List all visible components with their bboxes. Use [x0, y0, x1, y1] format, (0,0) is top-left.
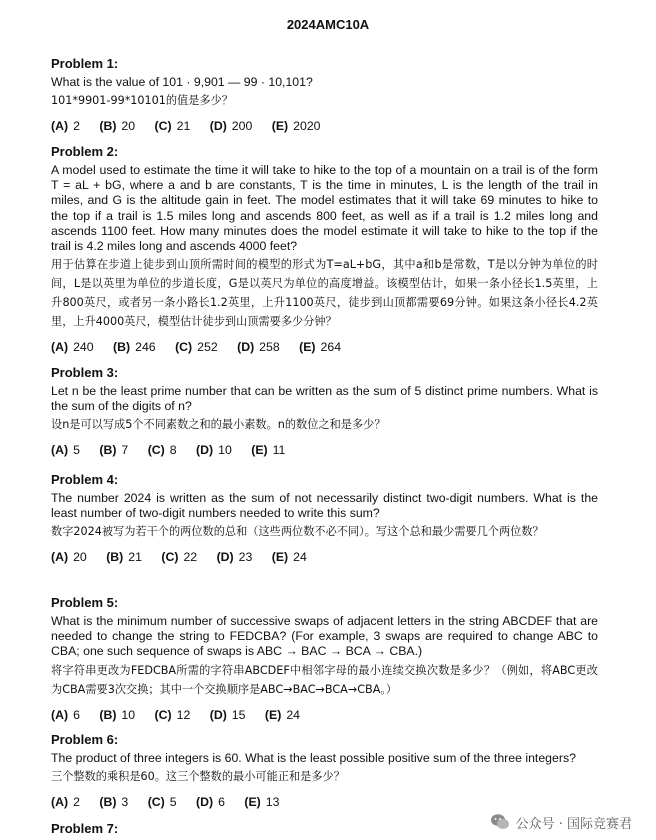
answer-choices	[51, 339, 598, 355]
choice-d: (D) 15	[209, 707, 246, 722]
choice-b: (B) 246	[113, 340, 156, 355]
choice-b: (B) 20	[99, 119, 136, 134]
problem-english-text: A model used to estimate the time it will take to hike to the top of a mountain on a trail is of the form T = aL + bG, where a and b are constants, T is the time in minutes, L is the length of the trail in miles, and G is the altitude gain in feet. The model estimates that it will take 69 minutes to hike to the top if a trail is 1.5 miles long and ascends 800 feet, as well as if a trail is 1.2 miles long and ascends 1100 feet. How many minutes does the model estimate it will take to hike to the top if the trail is 4.2 miles long and ascends 4000 feet?	[51, 163, 598, 254]
choice-e: (E) 264	[299, 340, 342, 355]
watermark	[490, 812, 632, 832]
problem-chinese-text: 设n是可以写成5个不同素数之和的最小素数。n的数位之和是多少？	[51, 418, 386, 432]
choice-e: (E) 24	[264, 707, 300, 722]
problem-1	[51, 55, 598, 134]
choice-c: (C) 8	[147, 443, 177, 458]
problem-chinese-text: 三个整数的乘积是60。这三个整数的最小可能正和是多少？	[51, 770, 345, 784]
choice-e: (E) 11	[251, 443, 286, 458]
choice-a: (A) 6	[51, 707, 80, 722]
problem-english-text: The number 2024 is written as the sum of not necessarily distinct two-digit numbers. What is the least number of two-digit numbers needed to write this sum?	[51, 491, 598, 521]
problem-english-text: The product of three integers is 60. What is the least possible positive sum of the three integers?	[51, 751, 576, 765]
problem-chinese-text: 101*9901-99*10101的值是多少？	[51, 94, 233, 108]
choice-c: (C) 22	[161, 550, 198, 565]
choice-e: (E) 24	[271, 550, 307, 565]
answer-choices	[51, 118, 598, 134]
choice-a: (A) 20	[51, 550, 87, 565]
choice-d: (D) 6	[196, 795, 225, 810]
problem-4	[51, 471, 598, 565]
choice-a: (A) 240	[51, 340, 94, 355]
problem-english-text: What is the value of 101 · 9,901 — 99 · 10,101?	[51, 75, 313, 89]
problem-chinese-text: 将字符串更改为FEDCBA所需的字符串ABCDEF中相邻字母的最小连续交换次数是多少？（例如，将ABC更改为CBA需要3次交换；其中一个交换顺序是ABC→BAC→BCA→CBA。）	[51, 663, 598, 696]
problem-heading: Problem 2:	[51, 144, 119, 159]
problem-2	[51, 143, 598, 355]
choice-b: (B) 21	[106, 550, 142, 565]
answer-choices	[51, 794, 598, 810]
choice-d: (D) 23	[216, 550, 253, 565]
choice-b: (B) 10	[99, 707, 136, 722]
watermark-text: 公众号 · 国际竞赛君	[515, 816, 632, 832]
choice-e: (E) 13	[244, 795, 280, 810]
problem-3	[51, 364, 598, 458]
wechat-icon	[490, 812, 510, 832]
problem-english-text: What is the minimum number of successive swaps of adjacent letters in the string ABCDEF that are needed to change the string to FEDCBA? (For example, 3 swaps are required to change ABC to CBA; one such sequence of swaps is ABC → BAC → BCA → CBA.)	[51, 614, 598, 659]
choice-a: (A) 2	[51, 119, 80, 134]
answer-choices	[51, 707, 598, 723]
choice-c: (C) 5	[147, 795, 177, 810]
choice-d: (D) 200	[209, 119, 253, 134]
choice-d: (D) 258	[237, 340, 280, 355]
problem-heading: Problem 6:	[51, 732, 119, 747]
problem-heading: Problem 7:	[51, 821, 119, 836]
answer-choices	[51, 549, 598, 565]
problem-heading: Problem 4:	[51, 472, 119, 487]
problem-heading: Problem 1:	[51, 56, 119, 71]
choice-c: (C) 21	[154, 119, 191, 134]
problem-heading: Problem 3:	[51, 365, 119, 380]
choice-b: (B) 7	[99, 443, 129, 458]
choice-c: (C) 252	[175, 340, 218, 355]
problem-5	[51, 594, 598, 723]
problem-english-text: Let n be the least prime number that can be written as the sum of 5 distinct prime numbers. What is the sum of the digits of n?	[51, 384, 598, 414]
choice-a: (A) 5	[51, 443, 80, 458]
problem-heading: Problem 5:	[51, 595, 119, 610]
problem-chinese-text: 用于估算在步道上徒步到山顶所需时间的模型的形式为T=aL+bG，其中a和b是常数，T是以分钟为单位的时间，L是以英里为单位的步道长度，G是以英尺为单位的高度增益。该模型估计，如果一条小径长1.5英里，上升800英尺，或者另一条小路长1.2英里，上升1100英尺，徒步到山顶都需要69分钟。如果这条小径长4.2英里，上升4000英尺，模型估计徒步到山顶需要多少分钟？	[51, 258, 598, 329]
choice-d: (D) 10	[196, 443, 232, 458]
page-title: 2024AMC10A	[286, 17, 370, 32]
answer-choices	[51, 442, 598, 458]
problem-6	[51, 731, 598, 810]
choice-c: (C) 12	[154, 707, 191, 722]
choice-a: (A) 2	[51, 795, 80, 810]
choice-e: (E) 2020	[271, 119, 321, 134]
problem-chinese-text: 数字2024被写为若干个的两位数的总和（这些两位数不必不同）。写这个总和最少需要几个两位数？	[51, 525, 544, 539]
choice-b: (B) 3	[99, 795, 129, 810]
